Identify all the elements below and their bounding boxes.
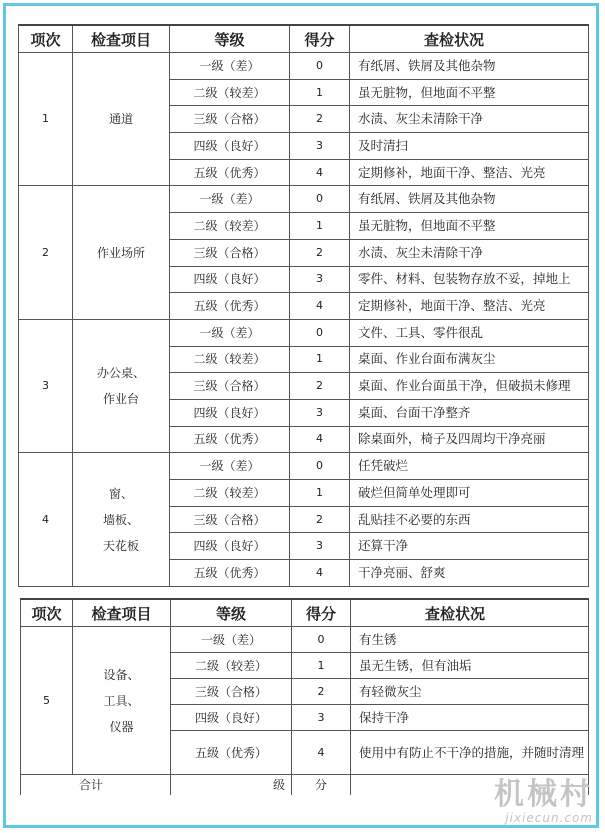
watermark-url: jixiecun.com (505, 811, 593, 825)
grade-cell: 一级（差） (170, 186, 290, 213)
table-row (19, 453, 589, 480)
score-cell: 1 (290, 79, 350, 106)
total-score-unit: 分 (292, 775, 351, 796)
inspection-table-part-1 (18, 24, 589, 587)
grade-cell: 五级（优秀） (171, 731, 292, 775)
grade-cell: 二级（较差） (170, 346, 290, 373)
score-cell: 2 (290, 106, 350, 133)
grade-cell: 五级（优秀） (170, 560, 290, 587)
header-score-2: 得分 (292, 599, 351, 627)
item-name-line: 仪器 (109, 719, 134, 734)
status-cell: 还算干净 (350, 533, 589, 560)
grade-cell: 五级（优秀） (170, 426, 290, 453)
status-cell: 有生锈 (351, 627, 589, 653)
score-cell: 2 (292, 679, 351, 705)
table-row (19, 186, 589, 213)
total-label: 合计 (21, 775, 171, 796)
status-cell: 干净亮丽、舒爽 (350, 560, 589, 587)
score-cell: 2 (290, 506, 350, 533)
score-cell: 0 (290, 319, 350, 346)
status-cell: 桌面、台面干净整齐 (350, 399, 589, 426)
header-grade: 等级 (170, 25, 290, 53)
watermark-logo (494, 779, 593, 825)
score-cell: 1 (292, 653, 351, 679)
status-cell: 有纸屑、铁屑及其他杂物 (350, 53, 589, 80)
grade-cell: 一级（差） (170, 319, 290, 346)
score-cell: 2 (290, 373, 350, 400)
status-cell: 文件、工具、零件很乱 (350, 319, 589, 346)
header-status: 查检状况 (350, 25, 589, 53)
watermark-text: 机械村 (494, 777, 593, 812)
status-cell: 零件、材料、包装物存放不妥，掉地上 (350, 266, 589, 293)
grade-cell: 三级（合格） (170, 373, 290, 400)
status-cell: 定期修补，地面干净、整洁、光亮 (350, 293, 589, 320)
status-cell: 使用中有防止不干净的措施，并随时清理 (351, 731, 589, 775)
table-gap (6, 588, 596, 598)
header-index: 项次 (19, 25, 73, 53)
status-cell: 虽无生锈，但有油垢 (351, 653, 589, 679)
grade-cell: 三级（合格） (170, 506, 290, 533)
status-cell: 有轻微灰尘 (351, 679, 589, 705)
item-name (73, 319, 170, 452)
grade-cell: 二级（较差） (170, 480, 290, 507)
score-cell: 0 (290, 186, 350, 213)
status-cell: 破烂但简单处理即可 (350, 480, 589, 507)
header-score: 得分 (290, 25, 350, 53)
grade-cell: 一级（差） (171, 627, 292, 653)
status-cell: 及时清扫 (350, 133, 589, 160)
status-cell: 保持干净 (351, 705, 589, 731)
grade-cell: 四级（良好） (170, 533, 290, 560)
item-index: 2 (19, 186, 73, 319)
item-index: 4 (19, 453, 73, 586)
score-cell: 1 (290, 480, 350, 507)
grade-cell: 三级（合格） (171, 679, 292, 705)
table-row (19, 319, 589, 346)
grade-cell: 二级（较差） (170, 213, 290, 240)
score-cell: 2 (290, 239, 350, 266)
status-cell: 桌面、作业台面布满灰尘 (350, 346, 589, 373)
item-index: 1 (19, 53, 73, 186)
item-name-line: 作业台 (102, 392, 139, 407)
inspection-table-part-2 (20, 598, 589, 795)
grade-cell: 二级（较差） (170, 79, 290, 106)
score-cell: 0 (290, 53, 350, 80)
status-cell: 虽无脏物，但地面不平整 (350, 79, 589, 106)
status-cell: 水渍、灰尘未清除干净 (350, 106, 589, 133)
grade-cell: 四级（良好） (171, 705, 292, 731)
status-cell: 乱贴挂不必要的东西 (350, 506, 589, 533)
status-cell: 水渍、灰尘未清除干净 (350, 239, 589, 266)
score-cell: 0 (290, 453, 350, 480)
item-name-line: 作业场所 (96, 245, 145, 260)
item-name (73, 186, 170, 319)
status-cell: 定期修补，地面干净、整洁、光亮 (350, 159, 589, 186)
header-row (19, 25, 589, 53)
item-name-line: 工具、 (103, 693, 140, 708)
item-name (73, 53, 170, 186)
grade-cell: 四级（良好） (170, 266, 290, 293)
score-cell: 4 (292, 731, 351, 775)
item-index: 5 (21, 627, 73, 775)
header-index-2: 项次 (21, 599, 73, 627)
grade-cell: 一级（差） (170, 53, 290, 80)
header-item: 检查项目 (73, 25, 170, 53)
table-row (19, 53, 589, 80)
score-cell: 3 (292, 705, 351, 731)
status-cell: 桌面、作业台面虽干净，但破损未修理 (350, 373, 589, 400)
header-status-2: 查检状况 (351, 599, 589, 627)
score-cell: 4 (290, 426, 350, 453)
score-cell: 4 (290, 560, 350, 587)
score-cell: 3 (290, 533, 350, 560)
grade-cell: 四级（良好） (170, 133, 290, 160)
grade-cell: 五级（优秀） (170, 159, 290, 186)
item-name-line: 墙板、 (102, 512, 139, 527)
grade-cell: 四级（良好） (170, 399, 290, 426)
grade-cell: 三级（合格） (170, 239, 290, 266)
grade-cell: 五级（优秀） (170, 293, 290, 320)
score-cell: 4 (290, 293, 350, 320)
item-name-line: 设备、 (103, 667, 140, 682)
table-row (21, 627, 589, 653)
score-cell: 3 (290, 399, 350, 426)
item-name-line: 天花板 (102, 538, 139, 553)
header-grade-2: 等级 (171, 599, 292, 627)
item-name-line: 通道 (108, 112, 133, 127)
item-index: 3 (19, 319, 73, 452)
item-name (73, 627, 171, 775)
score-cell: 3 (290, 266, 350, 293)
item-name (73, 453, 170, 586)
status-cell: 除桌面外，椅子及四周均干净亮丽 (350, 426, 589, 453)
grade-cell: 一级（差） (170, 453, 290, 480)
score-cell: 3 (290, 133, 350, 160)
item-name-line: 办公桌、 (96, 366, 145, 381)
status-cell: 有纸屑、铁屑及其他杂物 (350, 186, 589, 213)
score-cell: 1 (290, 346, 350, 373)
score-cell: 0 (292, 627, 351, 653)
header-item-2: 检查项目 (73, 599, 171, 627)
score-cell: 1 (290, 213, 350, 240)
grade-cell: 二级（较差） (171, 653, 292, 679)
item-name-line: 窗、 (108, 486, 133, 501)
status-cell: 任凭破烂 (350, 453, 589, 480)
total-grade-unit: 级 (171, 775, 292, 796)
score-cell: 4 (290, 159, 350, 186)
status-cell: 虽无脏物，但地面不平整 (350, 213, 589, 240)
header-row-2 (21, 599, 589, 627)
grade-cell: 三级（合格） (170, 106, 290, 133)
